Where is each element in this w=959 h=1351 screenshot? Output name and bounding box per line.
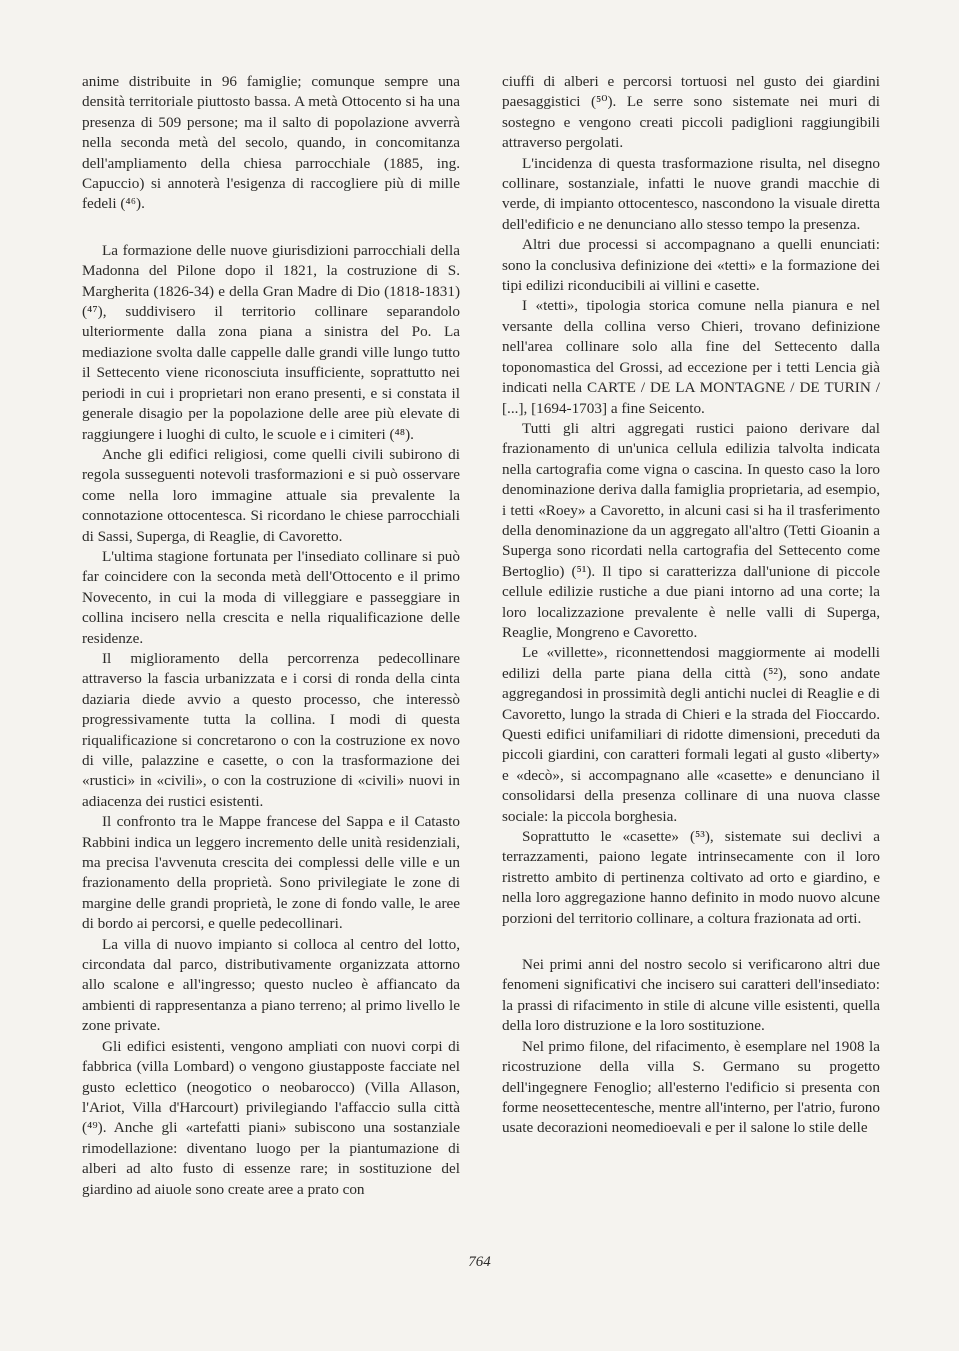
left-column (82, 72, 460, 1200)
page-number: 764 (468, 1254, 491, 1270)
paragraph: ciuffi di alberi e percorsi tortuosi nel gusto dei giardini paesaggistici (⁵⁰). Le serre sono sistemate nei muri di sostegno e vengono creati piccoli padiglioni raggiungibili attraverso pergolati. (502, 73, 880, 152)
paragraph: L'incidenza di questa trasformazione risulta, nel disegno collinare, sostanziale, infatti le nuove grandi macchie di verde, di impianto ottocentesco, nascondono la visuale diretta dell'edificio e ne denunciano allo stesso tempo la presenza. (502, 154, 880, 233)
paragraph: La formazione delle nuove giurisdizioni parrocchiali della Madonna del Pilone dopo il 1821, la costruzione di S. Margherita (1826-34) e della Gran Madre di Dio (1818-1831) (⁴⁷), suddivisero il territorio collinare separandolo ulteriormente dalla zona piana a sinistra del Po. La mediazione svolta dalle cappelle dalle grandi ville lungo tutto il Settecento viene riconosciuta insufficiente, soprattutto nei periodi in cui i proprietari non erano presenti, e si constata il generale disagio per la popolazione delle aree più elevate di raggiungere i luoghi di culto, le scuole e i cimiteri (⁴⁸). (82, 241, 460, 443)
right-column (502, 72, 880, 1139)
paragraph: anime distribuite in 96 famiglie; comunque sempre una densità territoriale piuttosto bassa. A metà Ottocento si ha una presenza di 509 persone; ma il salto di popolazione avverrà nella seconda metà del secolo, quando, in concomitanza dell'ampliamento della chiesa parrocchiale (1885, ing. Capuccio) si annoterà l'esigenza di raccogliere più di mille fedeli (⁴⁶). (82, 73, 460, 213)
paragraph: Nei primi anni del nostro secolo si verificarono altri due fenomeni significativi che incisero sui caratteri dell'insediato: la prassi di rifacimento in stile di alcune ville esistenti, quella della loro distruzione e la loro sostituzione. (502, 956, 880, 1035)
paragraph: L'ultima stagione fortunata per l'insediato collinare si può far coincidere con la seconda metà dell'Ottocento e il primo Novecento, in cui la moda di villeggiare e passeggiare in collina incisero nella crescita e nella riqualificazione delle residenze. (82, 547, 460, 647)
paragraph: Anche gli edifici religiosi, come quelli civili subirono di regola susseguenti notevoli trasformazioni e si può osservare come nella loro immagine attuale sia prevalente la connotazione ottocentesca. Si ricordano le chiese parrocchiali di Sassi, Superga, di Reaglie, di Cavoretto. (82, 445, 460, 545)
paragraph: Il miglioramento della percorrenza pedecollinare attraverso la fascia urbanizzata e i corsi di ronda della cinta daziaria diede avvio a questo processo, che interessò progressivamente tutta la collina. I modi di questa riqualificazione si concretarono o con la costruzione ex novo di ville, palazzine e casette, o con la trasformazione dei «rustici» in «civili», o con la costruzione di «civili» nuovi in adiacenza dei rustici esistenti. (82, 649, 460, 810)
paragraph: Altri due processi si accompagnano a quelli enunciati: sono la conclusiva definizione dei «tetti» e la formazione dei tipi edilizi riconducibili ai villini e casette. (502, 236, 880, 295)
paragraph: Tutti gli altri aggregati rustici paiono derivare dal frazionamento di un'unica cellula edilizia talvolta indicata nella cartografia come vigna o cascina. In questo caso la loro denominazione deriva dalla famiglia proprietaria, ad esempio, i tetti «Roey» a Cavoretto, in alcuni casi si ha il trasferimento della denominazione da un aggregato all'altro (Tetti Gioanin a Superga sono ricordati nella cartografia del Settecento come Bertoglio) (⁵¹). Il tipo si caratterizza dall'unione di piccole cellule edilizie rustiche a due piani intorno ad una corte; la loro localizzazione prevalente è nelle valli di Superga, Reaglie, Mongreno e Cavoretto. (502, 419, 880, 641)
paragraph: Le «villette», riconnettendosi maggiormente ai modelli edilizi della parte piana della città (⁵²), sono andate aggregandosi in prossimità degli antichi nuclei di Reaglie e di Cavoretto, lungo la strada di Chieri e la strada del Fioccardo. Questi edifici unifamiliari di ridotte dimensioni, preceduti da piccoli giardini, con caratteri formali legati al gusto «liberty» e «decò», si accompagnano alle «casette» e denunciano il consolidarsi della presenza collinare di una nuova classe sociale: la piccola borghesia. (502, 644, 880, 825)
paragraph: Soprattutto le «casette» (⁵³), sistemate sui declivi a terrazzamenti, paiono legate intrinsecamente con il loro ristretto ambito di pertinenza coltivato ad orto e giardino, e nella loro aggregazione hanno definito in modo nuovo alcune porzioni del territorio collinare, a coltura frazionata ad orti. (502, 828, 880, 927)
paragraph: Nel primo filone, del rifacimento, è esemplare nel 1908 la ricostruzione della villa S. Germano su progetto dell'ingegnere Fenoglio; all'esterno l'edificio si presenta con forme neosettecentesche, mentre all'interno, per l'atrio, furono usate decorazioni neomedioevali e per il salone lo stile delle (502, 1037, 880, 1137)
paragraph: I «tetti», tipologia storica comune nella pianura e nel versante della collina verso Chieri, trovano definizione nell'area collinare solo alla fine del Settecento dalla toponomastica del Grossi, ad eccezione per i tetti Lencia già indicati nella CARTE / DE LA MONTAGNE / DE TURIN / [...], [1694-1703] a fine Seicento. (502, 297, 880, 417)
paragraph: La villa di nuovo impianto si colloca al centro del lotto, circondata dal parco, distributivamente organizzata attorno allo scalone e all'ingresso; questo nucleo è affiancato da ambienti di rappresentanza a piano terreno; al primo livello le zone private. (82, 935, 460, 1035)
paragraph: Gli edifici esistenti, vengono ampliati con nuovi corpi di fabbrica (villa Lombard) o vengono giustapposte facciate nel gusto eclettico (neogotico o neobarocco) (Villa Allason, l'Ariot, Villa d'Harcourt) privilegiando l'affaccio sulla città (⁴⁹). Anche gli «artefatti piani» subiscono una sostanziale rimodellazione: diventano luogo per la piantumazione di alberi ad alto fusto di essenze rare; in sostituzione del giardino ad aiuole sono create aree a prato con (82, 1037, 460, 1198)
paragraph: Il confronto tra le Mappe francese del Sappa e il Catasto Rabbini indica un leggero incremento delle unità residenziali, ma precisa l'avvenuta crescita dei complessi delle ville e un frazionamento della proprietà. Sono privilegiate le zone di margine delle grandi proprietà, le zone di fondo valle, le aree di bordo ai percorsi, e quelle pedecollinari. (82, 813, 460, 933)
